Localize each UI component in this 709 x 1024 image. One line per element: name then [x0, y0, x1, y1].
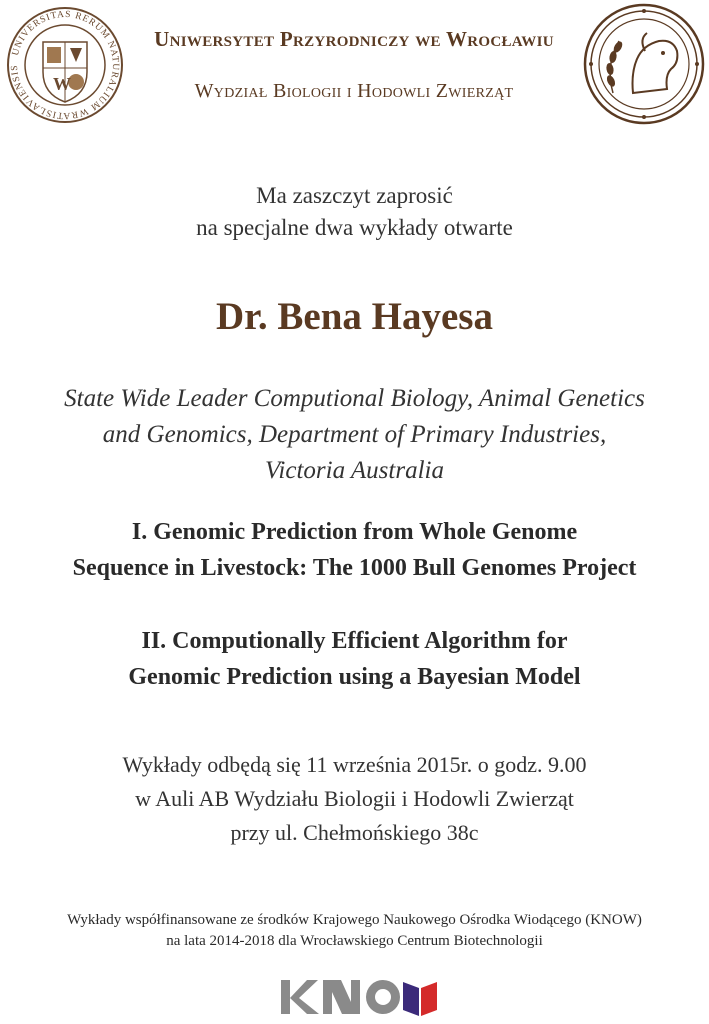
svg-text:KNOW: KNOW — [279, 974, 283, 975]
invitation-text — [0, 180, 709, 244]
university-seal-logo — [6, 6, 124, 124]
lecture-title-line: Genomic Prediction using a Bayesian Model — [128, 664, 581, 690]
invitation-line: na specjalne dwa wykłady otwarte — [196, 215, 513, 240]
lecture-title-line: Sequence in Livestock: The 1000 Bull Genomes Project — [72, 555, 637, 581]
affiliation-line: and Genomics, Department of Primary Industries, — [102, 421, 607, 448]
know-logo — [279, 974, 439, 1018]
event-details-line: w Auli AB Wydziału Biologii i Hodowli Zwierząt — [135, 786, 574, 811]
affiliation-line: State Wide Leader Computional Biology, Animal Genetics — [64, 385, 645, 412]
lecture-title-line: I. Genomic Prediction from Whole Genome — [131, 519, 578, 545]
event-details-line: przy ul. Chełmońskiego 38c — [230, 820, 479, 845]
invitation-line: Ma zaszczyt zaprosić — [256, 183, 453, 208]
event-details-line: Wykłady odbędą się 11 września 2015r. o godz. 9.00 — [122, 752, 587, 777]
speaker-name: Dr. Bena Hayesa — [216, 295, 493, 338]
svg-text:UNIVERSITAS RERUM NATURALIUM W: UNIVERSITAS RERUM NATURALIUM WRATISLAVIENSIS — [9, 9, 121, 121]
funding-line: Wykłady współfinansowane ze środków Krajowego Naukowego Ośrodka Wiodącego (KNOW) — [67, 912, 642, 928]
svg-text:W: W — [53, 74, 71, 94]
university-name: Uniwersytet Przyrodniczy we Wrocławiu — [154, 27, 554, 51]
funding-note — [0, 910, 709, 952]
affiliation-line: Victoria Australia — [265, 457, 444, 484]
lecture-title-1 — [0, 514, 709, 586]
speaker-affiliation — [0, 381, 709, 489]
faculty-seal-logo — [583, 3, 705, 125]
lecture-title-line: II. Computionally Efficient Algorithm for — [141, 628, 568, 654]
lecture-title-2 — [0, 623, 709, 695]
faculty-name: Wydział Biologii i Hodowli Zwierząt — [194, 80, 514, 102]
event-details — [0, 748, 709, 850]
funding-line: na lata 2014-2018 dla Wrocławskiego Centrum Biotechnologii — [166, 933, 543, 949]
